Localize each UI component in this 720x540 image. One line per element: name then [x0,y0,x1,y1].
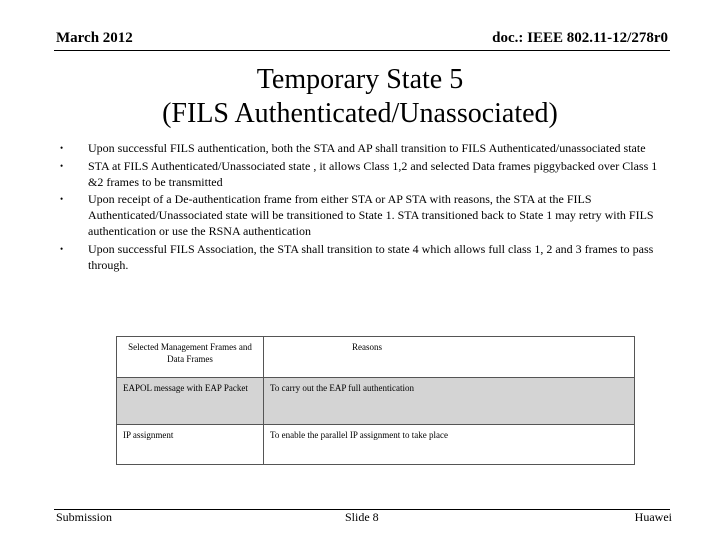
bullet-item [60,192,670,239]
bullet-text: STA at FILS Authenticated/Unassociated state , it allows Class 1,2 and selected Data frames piggybacked over Class 1 &2 frames to be transmitted [88,158,658,189]
bullet-item [60,141,670,157]
bullet-icon: • [60,160,64,171]
bullet-item [60,159,670,191]
table-header-reasons: Reasons [264,337,635,378]
header-divider [54,50,670,51]
table-header-frames: Selected Management Frames and Data Frames [117,337,264,378]
bullet-icon: • [60,243,64,254]
slide-title-line-2: (FILS Authenticated/Unassociated) [162,98,558,129]
bullet-item [60,242,670,274]
slide-title [0,63,720,131]
table-cell-frame: IP assignment [117,425,264,465]
table-cell-frame: EAPOL message with EAP Packet [117,378,264,425]
bullet-text: Upon successful FILS authentication, both the STA and AP shall transition to FILS Authenticated/unassociated state [88,141,646,155]
header-date: March 2012 [56,30,133,46]
table-row [117,378,635,425]
frames-table [116,336,635,465]
header-doc-number: doc.: IEEE 802.11-12/278r0 [492,30,668,46]
slide-title-line-1: Temporary State 5 [256,64,464,95]
bullet-icon: • [60,194,64,205]
table-row [117,425,635,465]
bullet-icon: • [60,143,64,153]
bullet-text: Upon receipt of a De-authentication frame from either STA or AP STA with reasons, the STA at the FILS Authenticated/Unassociated state will be transitioned to State 1. STA transitioned back to State 1 may retry with FILS authentication or use the RSNA authentication [88,192,654,238]
bullet-text: Upon successful FILS Association, the STA shall transition to state 4 which allows full class 1, 2 and 3 frames to pass through. [88,241,654,272]
table-header-row [117,337,635,378]
table-cell-reason: To carry out the EAP full authentication [264,378,635,425]
footer-submission: Submission [56,510,113,524]
footer-company: Huawei [634,510,672,524]
footer-slide-number: Slide 8 [345,510,379,524]
bullet-list [60,141,670,275]
table-cell-reason: To enable the parallel IP assignment to take place [264,425,635,465]
